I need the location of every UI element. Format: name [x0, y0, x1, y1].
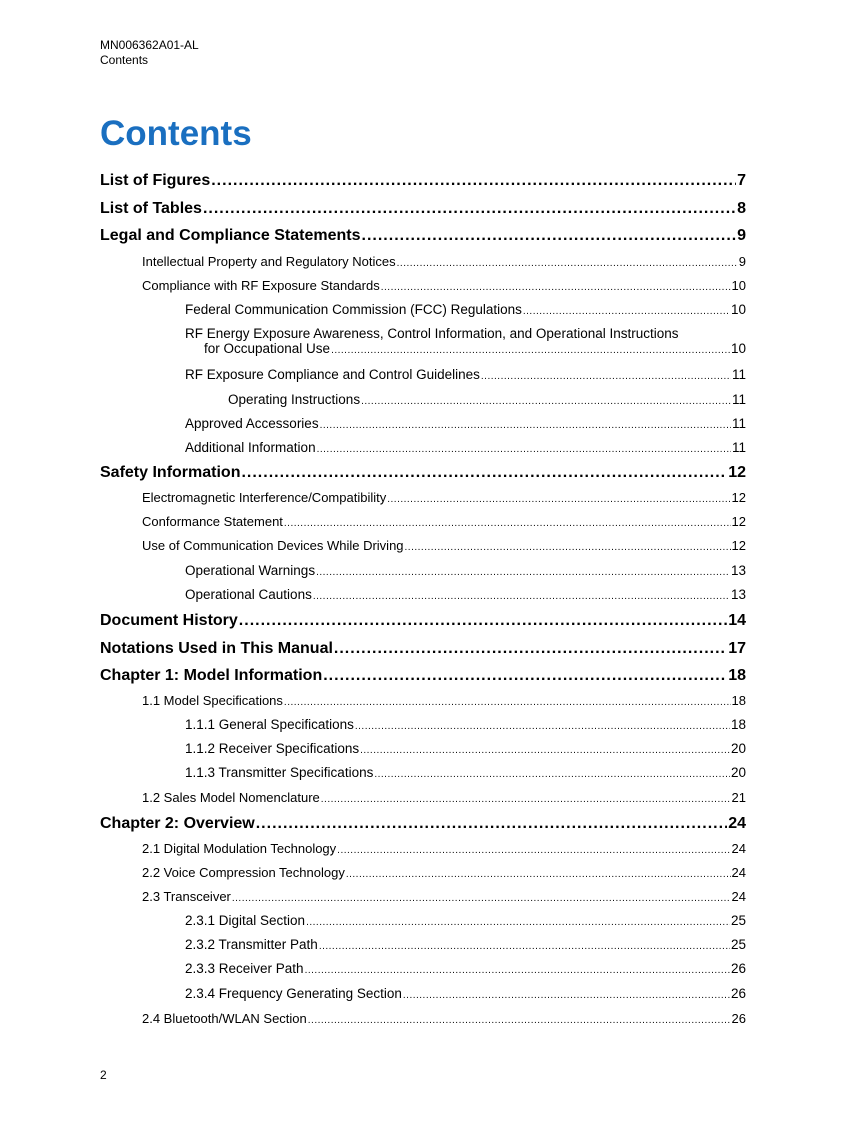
toc-leader-dots	[355, 721, 730, 732]
toc-entry-page: 12	[728, 464, 746, 481]
toc-entry-page: 12	[731, 514, 746, 529]
toc-entry-label: Legal and Compliance Statements	[100, 227, 361, 244]
toc-entry[interactable]	[100, 961, 746, 976]
toc-entry-page: 25	[730, 913, 746, 928]
toc-leader-dots	[308, 1015, 731, 1026]
toc-entry[interactable]	[100, 514, 746, 529]
toc-leader-dots	[284, 518, 731, 529]
toc-entry-page: 25	[730, 937, 746, 952]
toc-entry-page: 11	[731, 367, 746, 382]
toc-entry-label: Approved Accessories	[185, 416, 319, 431]
toc-entry-label: Operational Warnings	[185, 563, 316, 578]
toc-entry-page: 24	[728, 815, 746, 832]
toc-entry-page: 10	[730, 341, 746, 356]
toc-entry-page: 11	[731, 392, 746, 407]
toc-entry-label: 2.4 Bluetooth/WLAN Section	[142, 1011, 307, 1026]
toc-leader-dots	[323, 667, 727, 685]
toc-entry[interactable]	[100, 326, 746, 356]
toc-entry[interactable]	[100, 200, 746, 218]
toc-entry-label: 1.1 Model Specifications	[142, 693, 283, 708]
toc-entry[interactable]	[100, 612, 746, 630]
toc-leader-dots	[232, 893, 731, 904]
toc-entry-page: 7	[737, 172, 746, 189]
toc-entry[interactable]	[100, 367, 746, 382]
toc-entry-page: 17	[728, 640, 746, 657]
toc-entry-page: 18	[731, 693, 746, 708]
toc-entry[interactable]	[100, 563, 746, 578]
toc-entry[interactable]	[100, 490, 746, 505]
toc-entry-label: 1.1.3 Transmitter Specifications	[185, 765, 374, 780]
toc-entry-page: 10	[731, 278, 746, 293]
toc-leader-dots	[403, 990, 730, 1001]
toc-entry-label: 2.2 Voice Compression Technology	[142, 865, 345, 880]
toc-entry-page: 26	[730, 961, 746, 976]
toc-entry[interactable]	[100, 790, 746, 805]
page-number: 2	[100, 1068, 107, 1082]
toc-entry[interactable]	[100, 889, 746, 904]
toc-leader-dots	[374, 769, 730, 780]
toc-entry-label: Compliance with RF Exposure Standards	[142, 278, 380, 293]
toc-leader-dots	[317, 444, 731, 455]
toc-entry[interactable]	[100, 254, 746, 269]
toc-leader-dots	[334, 640, 727, 658]
toc-entry[interactable]	[100, 278, 746, 293]
toc-leader-dots	[381, 282, 731, 293]
toc-entry-page: 24	[731, 889, 746, 904]
toc-leader-dots	[405, 542, 731, 553]
toc-entry[interactable]	[100, 841, 746, 856]
toc-entry[interactable]	[100, 227, 746, 245]
toc-entry[interactable]	[100, 440, 746, 455]
toc-entry-label: Use of Communication Devices While Driving	[142, 538, 404, 553]
toc-leader-dots	[362, 227, 737, 245]
page-title: Contents	[100, 114, 252, 153]
toc-leader-dots	[397, 258, 738, 269]
doc-number: MN006362A01-AL	[100, 38, 199, 52]
toc-entry-label: Chapter 1: Model Information	[100, 667, 323, 684]
toc-entry[interactable]	[100, 172, 746, 190]
toc-entry-label: Safety Information	[100, 464, 241, 481]
toc-entry-page: 13	[730, 563, 746, 578]
toc-entry-page: 14	[728, 612, 746, 629]
toc-entry[interactable]	[100, 640, 746, 658]
toc-entry-label: RF Energy Exposure Awareness, Control Information, and Operational Instructions	[185, 326, 679, 341]
toc-entry[interactable]	[100, 937, 746, 952]
toc-entry-label: Operating Instructions	[228, 392, 361, 407]
toc-entry-label: Conformance Statement	[142, 514, 283, 529]
toc-leader-dots	[305, 965, 730, 976]
toc-entry-label: Electromagnetic Interference/Compatibility	[142, 490, 387, 505]
toc-leader-dots	[387, 494, 730, 505]
toc-entry[interactable]	[100, 1011, 746, 1026]
toc-entry[interactable]	[100, 986, 746, 1001]
toc-leader-dots	[316, 567, 730, 578]
toc-entry-page: 21	[731, 790, 746, 805]
toc-entry[interactable]	[100, 913, 746, 928]
toc-entry[interactable]	[100, 667, 746, 685]
toc-entry-label: 2.3.3 Receiver Path	[185, 961, 304, 976]
toc-entry-page: 11	[731, 440, 746, 455]
toc-entry-label: Additional Information	[185, 440, 316, 455]
toc-entry[interactable]	[100, 416, 746, 431]
toc-leader-dots	[239, 612, 727, 630]
toc-entry[interactable]	[100, 765, 746, 780]
toc-leader-dots	[211, 172, 736, 190]
toc-entry[interactable]	[100, 741, 746, 756]
toc-entry-label: Notations Used in This Manual	[100, 640, 333, 657]
toc-entry-label-cont: for Occupational Use	[204, 341, 331, 356]
toc-entry-label: Chapter 2: Overview	[100, 815, 255, 832]
toc-entry-label: RF Exposure Compliance and Control Guidelines	[185, 367, 480, 382]
toc-entry[interactable]	[100, 865, 746, 880]
toc-leader-dots	[319, 941, 730, 952]
toc-entry-label: Document History	[100, 612, 238, 629]
toc-leader-dots	[241, 464, 727, 482]
toc-entry-label: 1.2 Sales Model Nomenclature	[142, 790, 320, 805]
toc-entry-label: List of Figures	[100, 172, 211, 189]
toc-leader-dots	[481, 371, 731, 382]
toc-entry[interactable]	[100, 538, 746, 553]
toc-entry-page: 24	[731, 841, 746, 856]
toc-entry-page: 11	[731, 416, 746, 431]
toc-entry[interactable]	[100, 392, 746, 407]
toc-leader-dots	[337, 845, 730, 856]
toc-leader-dots	[523, 306, 730, 317]
toc-leader-dots	[256, 815, 727, 833]
toc-entry-page: 20	[730, 765, 746, 780]
toc-entry-label: 1.1.1 General Specifications	[185, 717, 354, 732]
toc-entry-label: 2.3.4 Frequency Generating Section	[185, 986, 402, 1001]
toc-entry-page: 8	[737, 200, 746, 217]
toc-entry-page: 20	[730, 741, 746, 756]
toc-entry-page: 10	[730, 302, 746, 317]
toc-entry-label: 2.1 Digital Modulation Technology	[142, 841, 337, 856]
toc-entry[interactable]	[100, 587, 746, 602]
toc-entry-page: 18	[730, 717, 746, 732]
toc-entry-page: 26	[730, 986, 746, 1001]
toc-entry[interactable]	[100, 464, 746, 482]
toc-entry[interactable]	[100, 693, 746, 708]
toc-entry-label: List of Tables	[100, 200, 202, 217]
toc-entry[interactable]	[100, 815, 746, 833]
toc-entry-label: 2.3.1 Digital Section	[185, 913, 306, 928]
toc-entry-page: 13	[730, 587, 746, 602]
toc-leader-dots	[313, 591, 730, 602]
toc-entry-page: 12	[731, 538, 746, 553]
toc-leader-dots	[321, 794, 731, 805]
toc-entry-page: 12	[731, 490, 746, 505]
toc-entry[interactable]	[100, 302, 746, 317]
toc-leader-dots	[284, 697, 731, 708]
toc-entry[interactable]	[100, 717, 746, 732]
toc-leader-dots	[306, 917, 730, 928]
toc-entry-page: 26	[731, 1011, 746, 1026]
toc-entry-label: Intellectual Property and Regulatory Notices	[142, 254, 396, 269]
toc-entry-label: 1.1.2 Receiver Specifications	[185, 741, 360, 756]
toc-leader-dots	[320, 420, 731, 431]
toc-entry-label: 2.3.2 Transmitter Path	[185, 937, 318, 952]
toc-entry-page: 9	[738, 254, 746, 269]
toc-leader-dots	[346, 869, 731, 880]
toc-leader-dots	[203, 200, 736, 218]
header-section: Contents	[100, 53, 149, 67]
toc-entry-label: Operational Cautions	[185, 587, 312, 602]
toc-entry-page: 9	[737, 227, 746, 244]
toc-leader-dots	[360, 745, 730, 756]
toc-leader-dots	[331, 345, 730, 356]
page-header	[100, 38, 199, 68]
toc-entry-page: 24	[731, 865, 746, 880]
toc-entry-page: 18	[728, 667, 746, 684]
toc-entry-label: Federal Communication Commission (FCC) Regulations	[185, 302, 522, 317]
toc-entry-label: 2.3 Transceiver	[142, 889, 231, 904]
toc-leader-dots	[361, 396, 731, 407]
